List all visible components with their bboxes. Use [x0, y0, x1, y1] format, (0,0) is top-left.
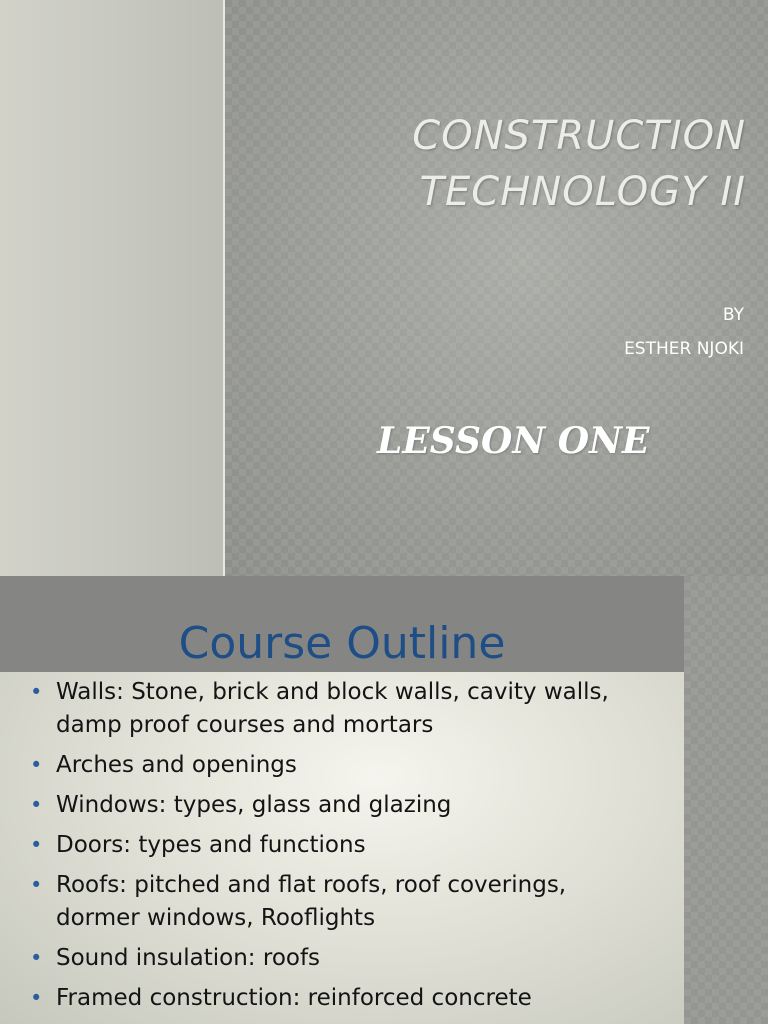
byline — [624, 298, 744, 366]
list-item — [0, 789, 684, 822]
course-outline-slide — [0, 576, 684, 1024]
list-item-text: Sound insulation: roofs — [56, 945, 321, 971]
list-item-text: Roofs: pitched and flat roofs, roof coverings, dormer windows, Rooflights — [56, 872, 567, 931]
list-item — [0, 749, 684, 782]
title-slide-left-panel — [0, 0, 223, 576]
slide-title — [246, 108, 746, 220]
list-item-text: Framed construction: reinforced concrete — [56, 985, 532, 1011]
bullet-icon: • — [30, 753, 43, 777]
list-item — [0, 942, 684, 975]
list-item-text: Doors: types and functions — [56, 832, 366, 858]
title-slide-right-panel — [225, 0, 768, 576]
list-item-text: Windows: types, glass and glazing — [56, 792, 452, 818]
bullet-icon: • — [30, 680, 43, 704]
list-item — [0, 869, 684, 935]
slide-title-line-2: TECHNOLOGY II — [419, 169, 746, 215]
outline-list — [0, 676, 684, 1022]
lesson-heading: LESSON ONE — [377, 420, 650, 462]
bullet-icon: • — [30, 986, 43, 1010]
slide-title-line-1: CONSTRUCTION — [412, 113, 746, 159]
list-item-text: Arches and openings — [56, 752, 297, 778]
outline-title: Course Outline — [178, 618, 506, 669]
bullet-icon: • — [30, 946, 43, 970]
list-item — [0, 982, 684, 1015]
background-strip — [684, 576, 768, 1024]
bullet-icon: • — [30, 793, 43, 817]
list-item-text: Walls: Stone, brick and block walls, cavity walls, damp proof courses and mortars — [56, 679, 609, 738]
list-item — [0, 829, 684, 862]
list-item — [0, 676, 684, 742]
bullet-icon: • — [30, 833, 43, 857]
bullet-icon: • — [30, 873, 43, 897]
by-label: BY — [722, 305, 744, 325]
author-name: ESTHER NJOKI — [624, 339, 744, 359]
